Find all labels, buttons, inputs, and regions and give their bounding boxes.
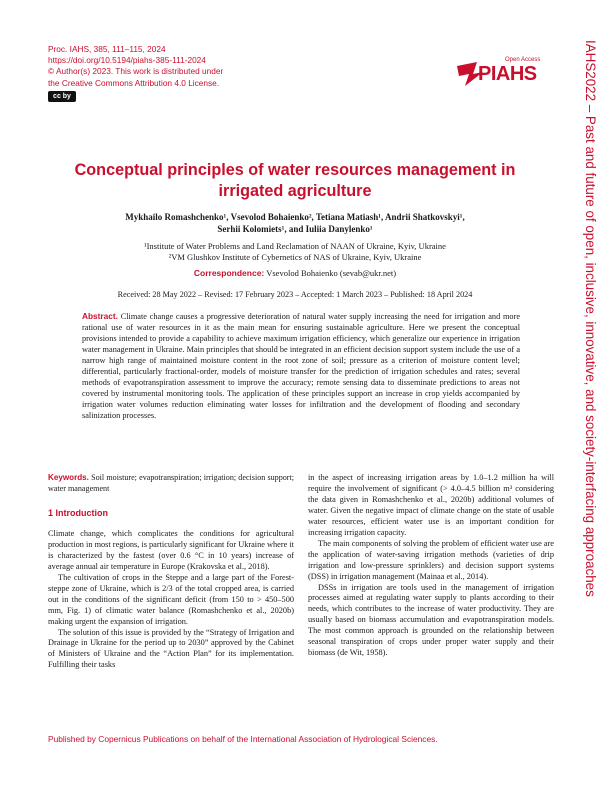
open-access-label: Open Access — [505, 57, 541, 63]
author-list — [60, 211, 530, 235]
side-banner — [584, 40, 598, 740]
license-line[interactable]: the Creative Commons Attribution 4.0 License. — [48, 77, 220, 88]
piahs-logo-text: PIAHS — [478, 63, 537, 85]
keywords-text: Soil moisture; evapotranspiration; irrigation; decision support; water management — [48, 473, 294, 493]
paragraph: The solution of this issue is provided by the “Strategy of Irrigation and Drainage in Ukraine for the period up to 2030” approved by the Cabinet of Ministers of Ukraine and the “Action Plan” for its implementation. Fulfilling their tasks — [48, 627, 294, 670]
paragraph: The main components of solving the problem of efficient water use are the application of water-saving irrigation methods (varieties of drip irrigation and low-pressure sprinklers) and decision support systems (DSS) in irrigation management (Mainaa et al., 2014). — [308, 538, 554, 581]
journal-header — [48, 44, 223, 89]
authors-line-1: Mykhailo Romashchenko¹, Vsevolod Bohaienko², Tetiana Matiash¹, Andrii Shatkovskyi¹, — [125, 212, 465, 222]
doi-link[interactable]: https://doi.org/10.5194/piahs-385-111-2024 — [48, 55, 206, 66]
side-banner-text: IAHS2022 – Past and future of open, inclusive, innovative, and society-interfacing approaches — [583, 40, 598, 597]
affiliations — [60, 241, 530, 263]
copyright-line: © Author(s) 2023. This work is distributed under — [48, 66, 224, 77]
paragraph: in the aspect of increasing irrigation areas by 1.0–1.2 million ha will require the involvement of significant (> 4.0–4.5 billion m³ considering the data given in Romashchenko et al., 2020b) additional volumes of water. Given the negative impact of climate change on the state of usable water resources, efficient water use is an important condition for increasing irrigation capacity. — [308, 473, 554, 537]
correspondence-contact[interactable]: Vsevolod Bohaienko (sevab@ukr.net) — [266, 268, 397, 278]
left-column — [48, 473, 294, 671]
authors-line-2: Serhii Kolomiets¹, and Iuliia Danylenko¹ — [217, 224, 373, 234]
affiliation-2: ²VM Glushkov Institute of Cybernetics of NAS of Ukraine, Kyiv, Ukraine — [168, 252, 422, 263]
section-heading-introduction: 1 Introduction — [48, 508, 108, 518]
cc-license-badge[interactable]: cc by — [48, 91, 76, 102]
paper-title — [60, 160, 530, 202]
right-column — [308, 473, 554, 659]
publisher-footer: Published by Copernicus Publications on behalf of the International Association of Hydrological Sciences. — [48, 734, 438, 744]
abstract-text: Climate change causes a progressive deterioration of natural water supply increasing the need for irrigation and more rational use of water resources in it as the main mean for ensuring sustainable agriculture. Here we present the conceptual provisions intended to provide a capability to achieve maximum irrigation efficiency, which generalize our experience in irrigation water management in Ukraine. Main principles that should be integrated in an efficient decision support system include the use of a narrow high range of maintained moisture content in the root zone of soil; pressure as a criterion of moisture content level; differential, particularly fractional-order, models of moisture transfer for the prediction of irrigation schedules and rates; several methods of evapotranspiration assessment to improve the accuracy; remote sensing data to disseminate predictions to areas not covered by instrumental monitoring tools. The application of these principles support an increase in crop yields accompanied by irrigation water volumes reduction eliminating water losses for infiltration and the development of flooding and secondary salinization processes. — [82, 312, 521, 420]
keywords — [48, 473, 294, 494]
keywords-label: Keywords. — [48, 473, 89, 482]
abstract — [82, 311, 520, 422]
title-line-2: irrigated agriculture — [218, 182, 372, 200]
title-line-1: Conceptual principles of water resources management in — [74, 161, 516, 179]
paragraph: The cultivation of crops in the Steppe and a large part of the Forest-steppe zone of Ukraine, which is 2/3 of the total cropped area, is carried out in the conditions of the significant deficit (from 150 to > 450–500 mm, Fig. 1) of climatic water balance (Romashchenko et al., 2020b) making urgent the expansion of irrigation. — [48, 572, 294, 626]
correspondence-label: Correspondence: — [193, 268, 265, 278]
affiliation-1: ¹Institute of Water Problems and Land Reclamation of NAAN of Ukraine, Kyiv, Ukraine — [144, 241, 446, 251]
paragraph: Climate change, which complicates the conditions for agricultural production in most regions, is particularly significant for Ukraine where it is characterized by the fastest (over 0.6 °C in 10 years) increase of average annual air temperature in Europe (Krakovska et al., 2018). — [48, 528, 294, 571]
paragraph: DSSs in irrigation are tools used in the management of irrigation processes aimed at regulating water supply to plants according to their needs, which contributes to the increase of water productivity. They are usually based on biomass accumulation and evapotranspiration models. The most common approach is grounded on the relationship between seasonal transpiration of crops under proper water supply and their biomass (de Wit, 1958). — [308, 582, 554, 658]
abstract-label: Abstract. — [82, 311, 118, 321]
publication-dates: Received: 28 May 2022 – Revised: 17 February 2023 – Accepted: 1 March 2023 – Published: 18 April 2024 — [117, 290, 473, 299]
journal-citation: Proc. IAHS, 385, 111–115, 2024 — [48, 44, 166, 54]
correspondence — [60, 268, 530, 278]
